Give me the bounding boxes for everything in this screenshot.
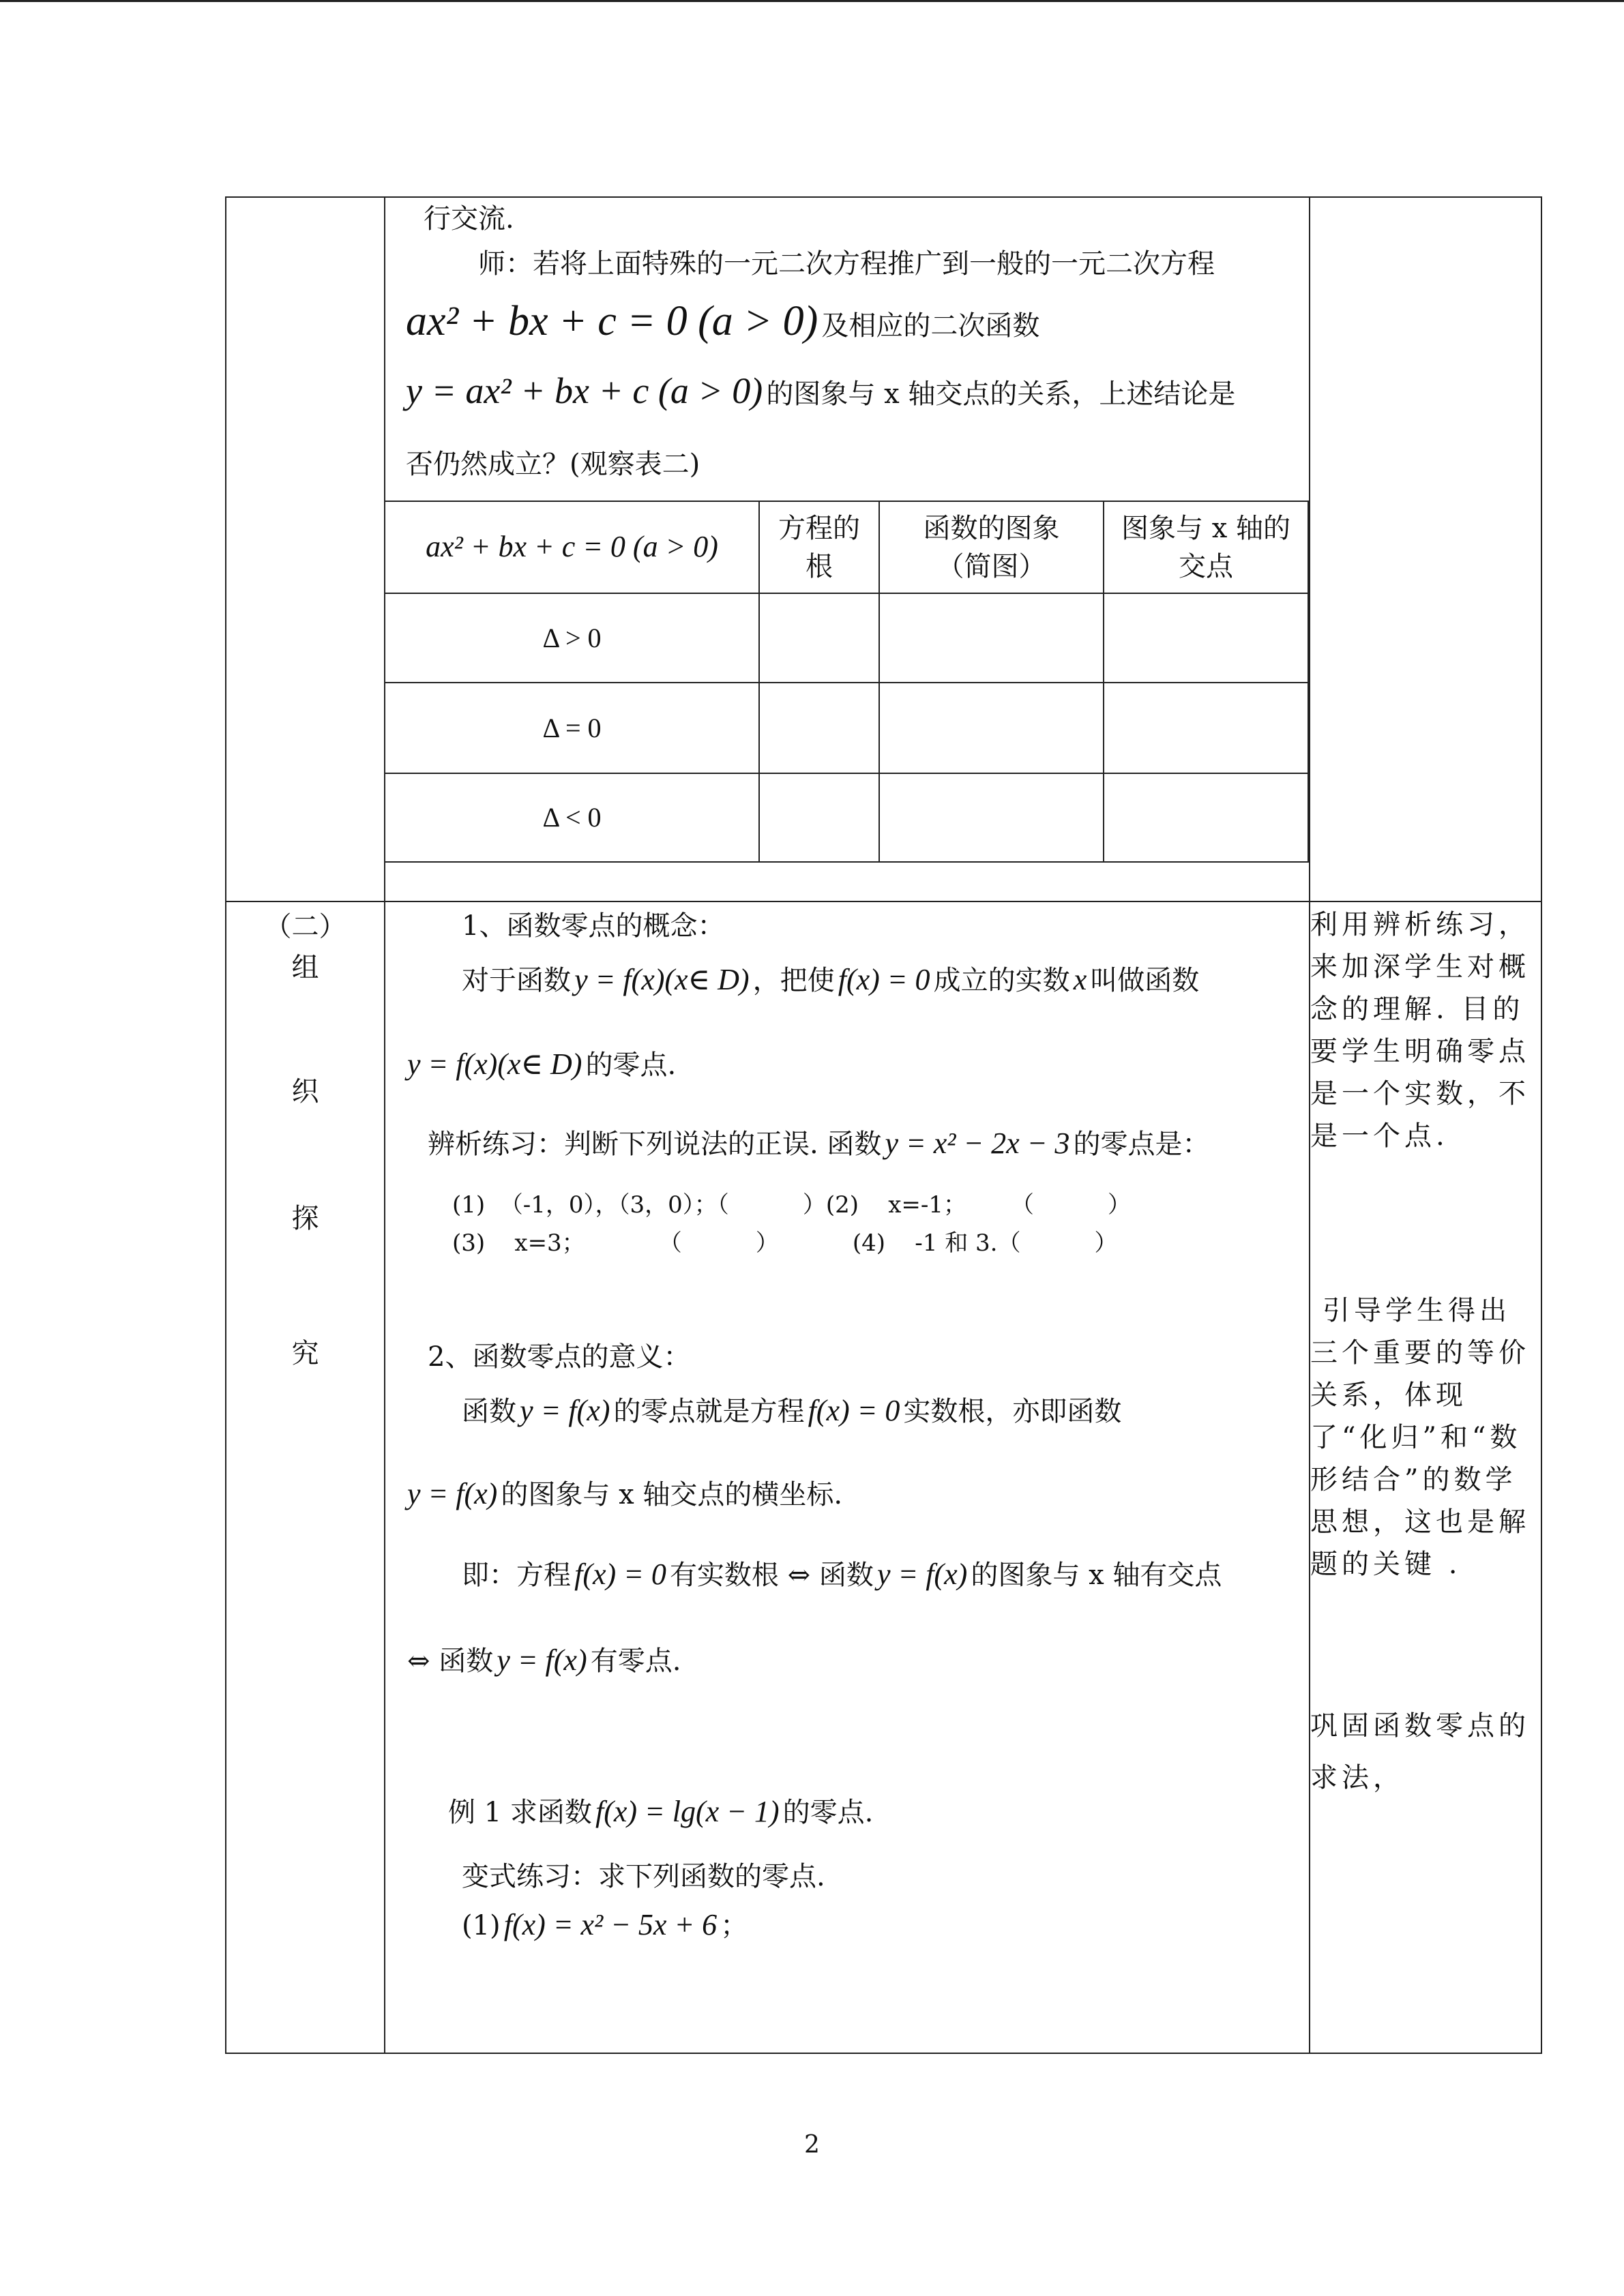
function-notation: y = f(x)(x∈ D) (407, 1047, 582, 1081)
text-fragment: 的图象与 x 轴交点的关系，上述结论是 (766, 378, 1236, 410)
section-label-char: 究 (291, 1338, 319, 1369)
example-line: 例 1 求函数 f(x) = lg(x − 1) 的零点. (448, 1795, 874, 1828)
continuation-content-cell (385, 197, 1310, 901)
table-cell (1104, 593, 1308, 683)
variant-title: 变式练习：求下列函数的零点. (462, 1861, 825, 1892)
concept-line: y = f(x)(x∈ D) 的零点. (407, 1047, 677, 1081)
exercise-line: 辨析练习：判断下列说法的正误. 函数 y = x² − 2x − 3 的零点是： (428, 1127, 1210, 1160)
table-cell (879, 593, 1104, 683)
section-number: （二） (264, 911, 346, 942)
zero-equation: f(x) = 0 (838, 963, 930, 996)
equivalence-line: 即：方程 f(x) = 0 有实数根 ⇔ 函数 y = f(x) 的图象与 x 轴有交点 (462, 1557, 1222, 1591)
table-header-intersection: 图象与 x 轴的 交点 (1104, 501, 1308, 593)
table-cell (759, 683, 879, 773)
continuation-right-cell (1310, 197, 1541, 901)
table-cell-discriminant: Δ = 0 (385, 683, 759, 773)
section-label-char: 组 (291, 952, 319, 983)
concept-line: 对于函数 y = f(x)(x∈ D) ，把使 f(x) = 0 成立的实数 x 叫做函数 (462, 963, 1200, 996)
function-notation: y = f(x)(x∈ D) (574, 963, 750, 996)
continuation-row (226, 197, 1541, 901)
note-equivalence: 引导学生得出三个重要的等价关系，体现了“化归”和“数形结合”的数学思想，这也是解题的关键 . (1310, 1295, 1530, 1580)
variant-item: (1) f(x) = x² − 5x + 6 ； (462, 1908, 748, 1941)
meaning-line: y = f(x) 的图象与 x 轴交点的横坐标. (407, 1477, 843, 1510)
notes-cell (1310, 901, 1541, 2053)
section-label-char: 织 (291, 1076, 319, 1107)
table-header-graph: 函数的图象 （简图） (879, 501, 1104, 593)
exercise-items-line: (1) （-1，0），（3，0）；（ ）(2) x=-1； （ ） (452, 1191, 1131, 1219)
page-number: 2 (804, 2131, 820, 2159)
note-concept: 利用辨析练习，来加深学生对概念的理解. 目的要学生明确零点是一个实数，不是一个点. (1310, 909, 1530, 1152)
meaning-title: 2、函数零点的意义： (428, 1341, 691, 1373)
table-cell (1104, 683, 1308, 773)
text-line: 行交流. (424, 203, 514, 235)
table-row (385, 683, 1308, 773)
text-fragment: 及相应的二次函数 (821, 310, 1040, 342)
exercise-function: y = x² − 2x − 3 (885, 1127, 1070, 1160)
continuation-left-cell (226, 197, 385, 901)
text-line: 否仍然成立？(观察表二) (406, 449, 700, 480)
table-row (385, 773, 1308, 862)
equation-line (385, 370, 1309, 427)
table-cell (1104, 773, 1308, 862)
equation-line (385, 297, 1309, 355)
table-cell-discriminant: Δ < 0 (385, 773, 759, 862)
observation-table-2 (384, 501, 1309, 863)
table-header-roots: 方程的 根 (759, 501, 879, 593)
section-row-explore (226, 901, 1541, 2053)
equivalence-line: ⇔ 函数 y = f(x) 有零点. (407, 1643, 681, 1677)
table-cell (759, 773, 879, 862)
table-cell (879, 773, 1104, 862)
exercise-items-line: (3) x=3； （ ） (4) -1 和 3.（ ） (452, 1229, 1118, 1257)
quadratic-function: y = ax² + bx + c (a > 0) (406, 370, 763, 411)
concept-title: 1、函数零点的概念： (462, 910, 725, 942)
table-cell (759, 593, 879, 683)
note-practice: 巩固函数零点的求法， (1310, 1710, 1530, 1793)
table-cell-discriminant: Δ > 0 (385, 593, 759, 683)
quadratic-equation: ax² + bx + c = 0 (a > 0) (406, 298, 818, 344)
section-label-cell (226, 901, 385, 2053)
top-border-line (0, 0, 1624, 2)
example-function: f(x) = lg(x − 1) (595, 1795, 780, 1828)
section-content-cell (385, 901, 1310, 2053)
meaning-line: 函数 y = f(x) 的零点就是方程 f(x) = 0 实数根，亦即函数 (462, 1394, 1122, 1427)
table-header-equation: ax² + bx + c = 0 (a > 0) (385, 501, 759, 593)
table-cell (879, 683, 1104, 773)
table-row (385, 593, 1308, 683)
text-line: 师：若将上面特殊的一元二次方程推广到一般的一元二次方程 (478, 248, 1215, 280)
table-header-row (385, 501, 1308, 593)
section-label-char: 探 (291, 1203, 319, 1234)
lesson-plan-table (225, 196, 1542, 2054)
